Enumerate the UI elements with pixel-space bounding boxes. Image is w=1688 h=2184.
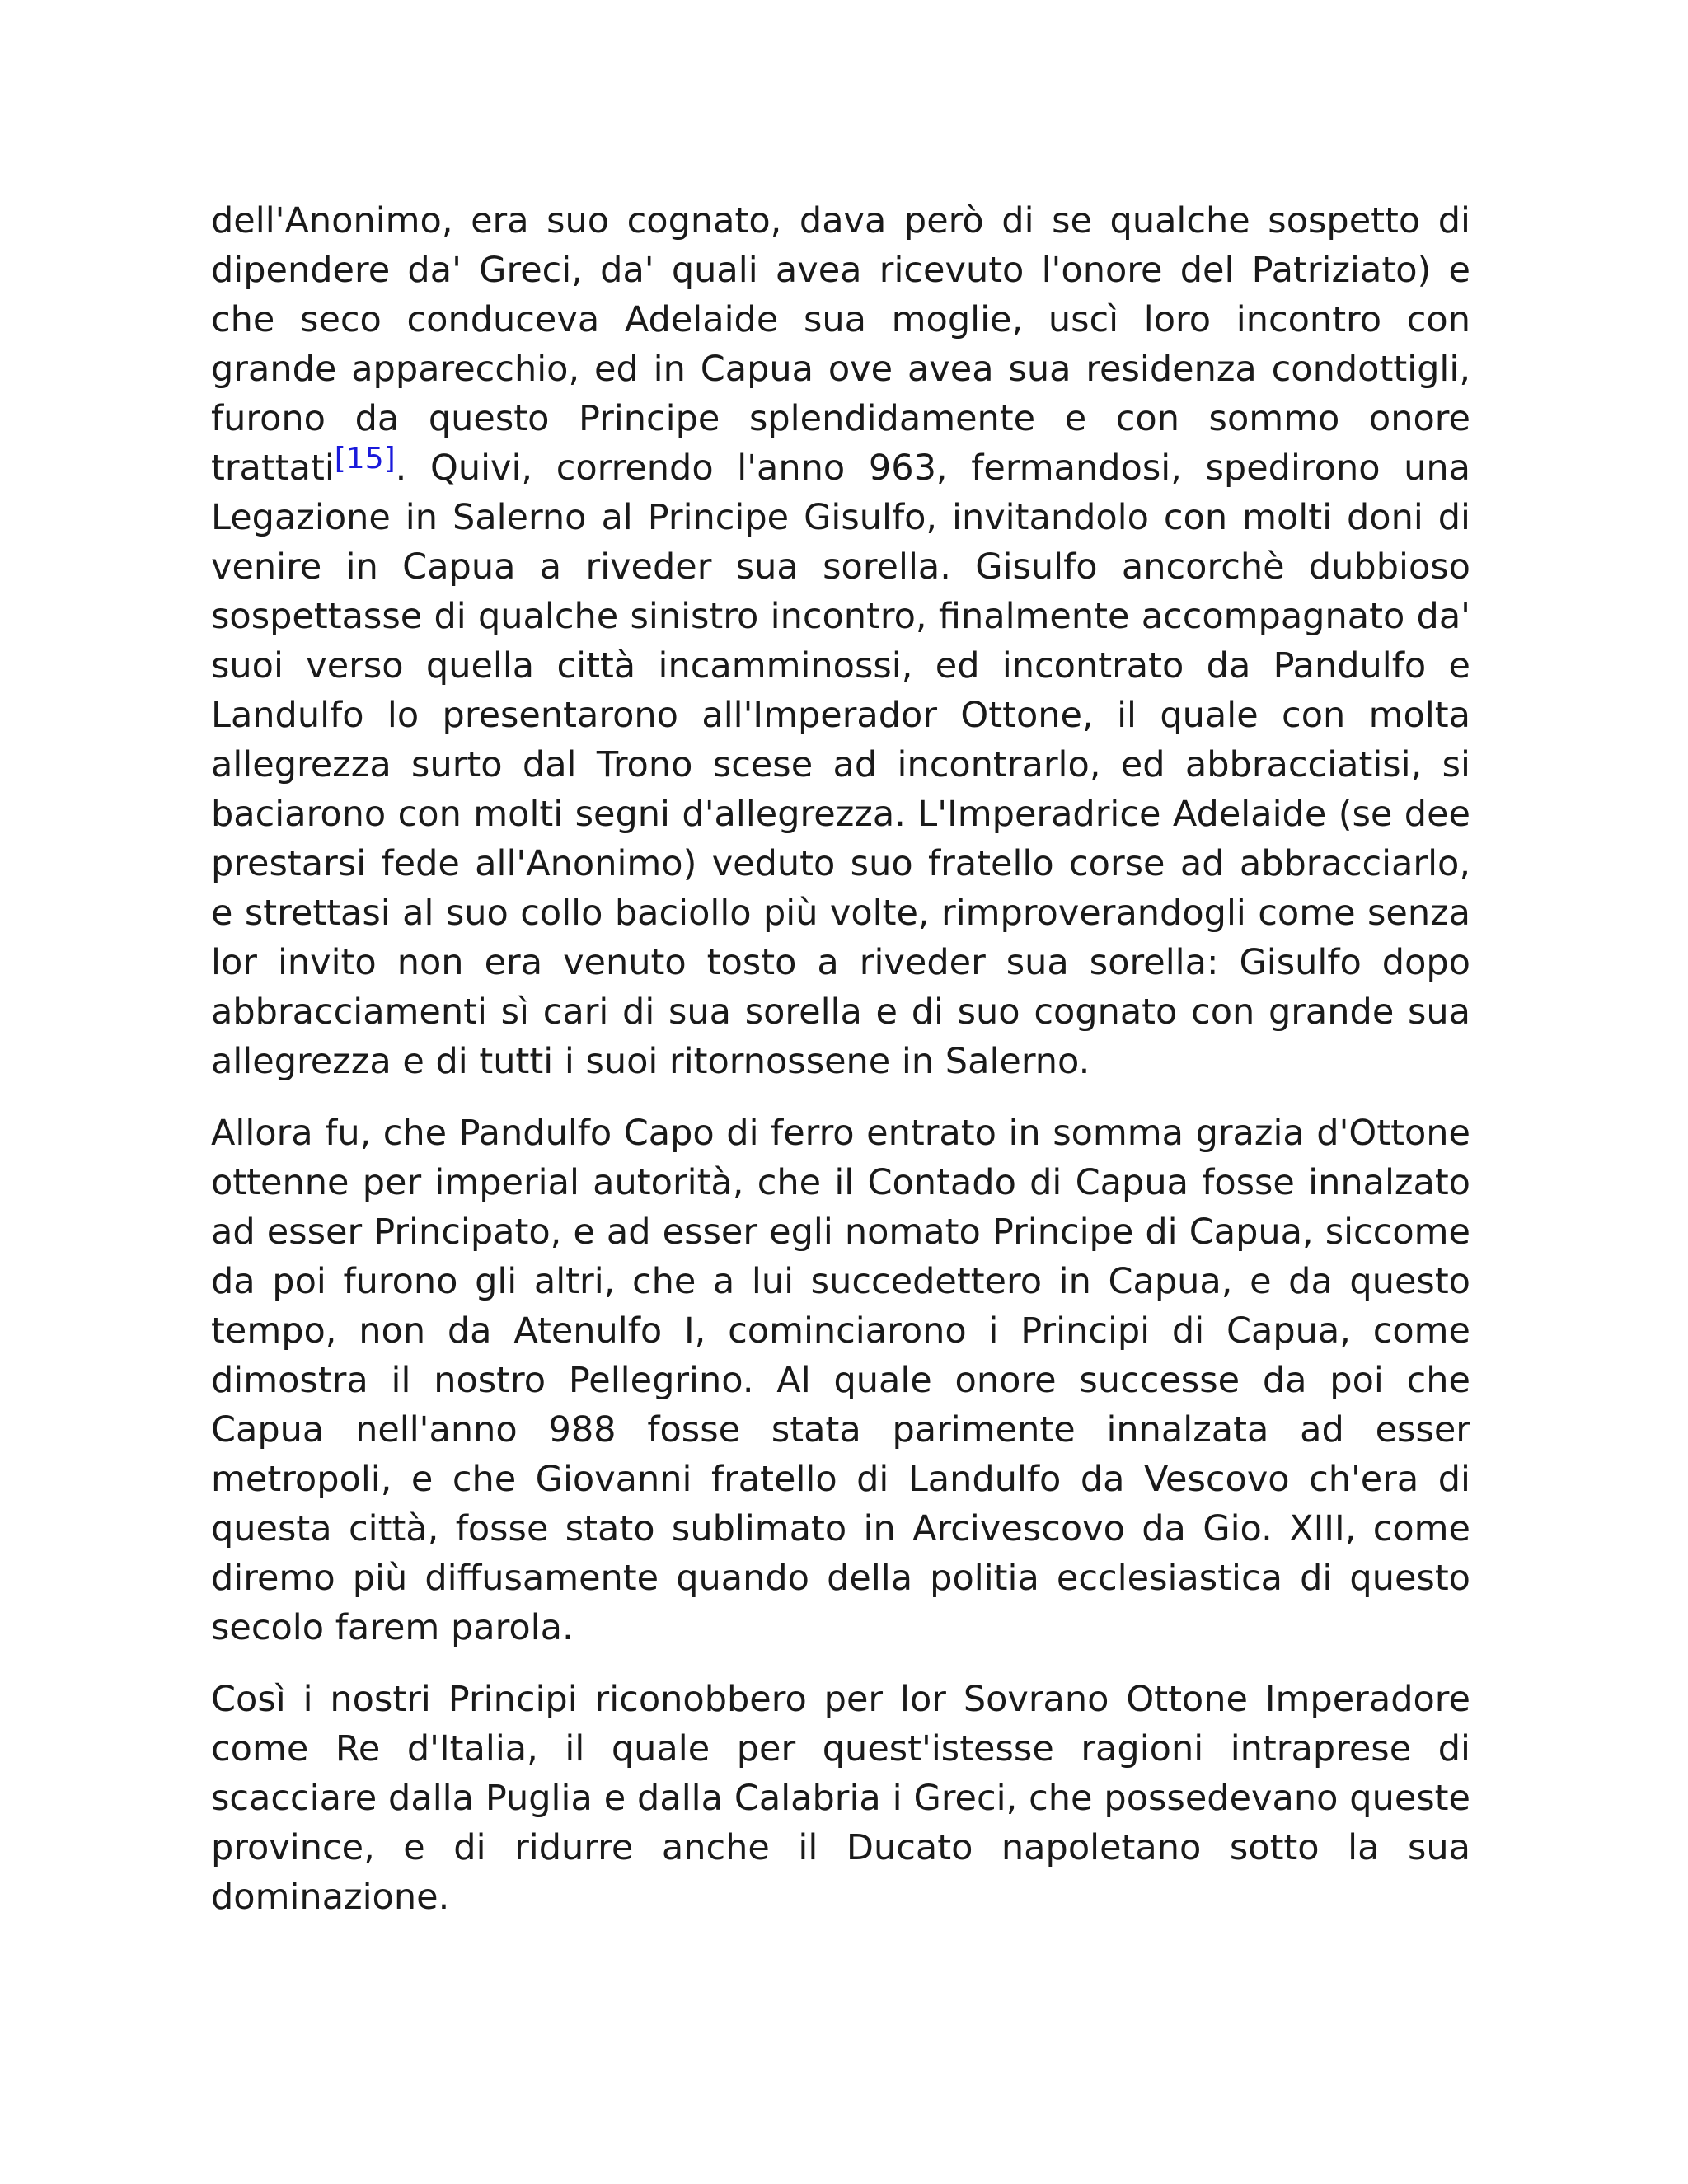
paragraph-1-text-before-note: dell'Anonimo, era suo cognato, dava però di se qualche sospetto di dipendere da' Greci, da' quali avea ricevuto l'onore del Patriziato) e che seco conduceva Adelaide sua moglie, uscì loro incontro con grande apparecchio, ed in Capua ove avea sua residenza condottigli, furono da questo Principe splendidamente e con sommo onore trattati (211, 200, 1470, 489)
paragraph-2: Allora fu, che Pandulfo Capo di ferro entrato in somma grazia d'Ottone ottenne per imperial autorità, che il Contado di Capua fosse innalzato ad esser Principato, e ad esser egli nomato Principe di Capua, siccome da poi furono gli altri, che a lui succedettero in Capua, e da questo tempo, non da Atenulfo I, cominciarono i Principi di Capua, come dimostra il nostro Pellegrino. Al quale onore successe da poi che Capua nell'anno 988 fosse stata parimente innalzata ad esser metropoli, e che Giovanni fratello di Landulfo da Vescovo ch'era di questa città, fosse stato sublimato in Arcivescovo da Gio. XIII, come diremo più diffusamente quando della politia ecclesiastica di questo secolo farem parola. (211, 1113, 1470, 1648)
paragraph-3: Così i nostri Principi riconobbero per lor Sovrano Ottone Imperadore come Re d'Italia, il quale per quest'istesse ragioni intraprese di scacciare dalla Puglia e dalla Calabria i Greci, che possedevano queste province, e di ridurre anche il Ducato napoletano sotto la sua dominazione. (211, 1679, 1470, 1918)
footnote-link-15[interactable]: [15] (334, 442, 396, 476)
document-body (211, 196, 1470, 1944)
paragraph-1 (211, 196, 1470, 1086)
paragraph-1-text-after-note: . Quivi, correndo l'anno 963, fermandosi, spedirono una Legazione in Salerno al Principe Gisulfo, invitandolo con molti doni di venire in Capua a riveder sua sorella. Gisulfo ancorchè dubbioso sospettasse di qualche sinistro incontro, finalmente accompagnato da' suoi verso quella città incamminossi, ed incontrato da Pandulfo e Landulfo lo presentarono all'Imperador Ottone, il quale con molta allegrezza surto dal Trono scese ad incontrarlo, ed abbracciatisi, si baciarono con molti segni d'allegrezza. L'Imperadrice Adelaide (se dee prestarsi fede all'Anonimo) veduto suo fratello corse ad abbracciarlo, e strettasi al suo collo baciollo più volte, rimproverandogli come senza lor invito non era venuto tosto a riveder sua sorella: Gisulfo dopo abbracciamenti sì cari di sua sorella e di suo cognato con grande sua allegrezza e di tutti i suoi ritornossene in Salerno. (211, 448, 1470, 1082)
